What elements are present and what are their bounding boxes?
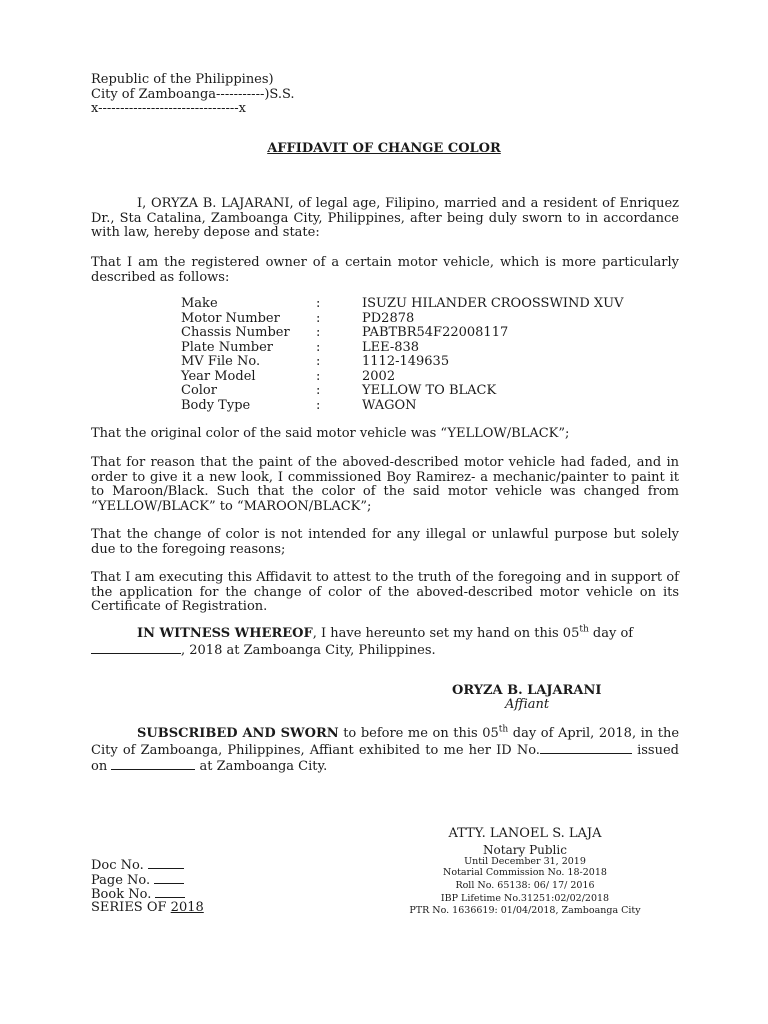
spec-colon: : [316,325,321,340]
venue-line-1: Republic of the Philippines) [91,72,274,87]
affiant-name: ORYZA B. LAJARANI [452,683,602,698]
venue-line-2: City of Zamboanga-----------)S.S. [91,86,295,102]
spec-label: Chassis Number [181,325,290,340]
sworn-paragraph [91,724,680,775]
spec-value: WAGON [362,397,417,413]
spec-colon: : [316,397,321,413]
spec-row-plate-number [181,341,681,356]
date-blank [91,642,181,654]
notary-commission-until: Until December 31, 2019 [464,856,586,867]
spec-colon: : [316,383,321,398]
doc-no [91,857,204,872]
spec-row-motor-number [181,312,681,327]
sworn-text-4: at Zamboanga City. [195,759,328,774]
spec-colon: : [316,339,321,355]
series-label: SERIES OF [91,899,171,915]
notary-title: Notary Public [483,843,567,857]
doc-no-blank [148,857,184,869]
spec-label: Body Type [181,397,251,413]
affiant-role: Affiant [505,697,550,712]
venue-line-3: x--------------------------------x [91,101,246,116]
spec-label: Plate Number [181,339,274,355]
spec-value: 1112-149635 [362,354,450,369]
witness-ordinal: th [579,624,589,635]
book-no-label: Book No. [91,887,156,902]
spec-label: Color [181,383,217,398]
executing-paragraph: That I am executing this Affidavit to attest to the truth of the foregoing and in support of the application for the change of color of the aboved-described motor vehicle on its Certificate of Registration. [91,570,679,614]
notary-ibp-no: IBP Lifetime No.31251:02/02/2018 [440,893,610,904]
spec-label: Motor Number [181,310,280,326]
sworn-text-3: issued on [91,742,679,774]
witness-lead: IN WITNESS WHEREOF [137,626,313,641]
series [91,901,204,916]
witness-text-1: , I have hereunto set my hand on this 05 [312,626,580,641]
witness-paragraph [91,624,679,658]
notary-name: ATTY. LANOEL S. LAJA [448,826,602,841]
spec-colon: : [316,368,321,384]
spec-row-color [181,384,681,399]
sworn-lead: SUBSCRIBED AND SWORN [137,726,339,741]
sworn-ordinal: th [498,724,509,735]
owner-paragraph: That I am the registered owner of a certain motor vehicle, which is more particularly described as follows: [91,255,679,285]
spec-row-chassis-number [181,326,681,341]
spec-label: MV File No. [181,354,261,369]
spec-value: ISUZU HILANDER CROOSSWIND XUV [362,296,624,311]
sworn-text-2: day of April, 2018, in the City of Zamboanga, Philippines, Affiant exhibited to me her ID No. [91,726,680,758]
spec-colon: : [316,310,321,326]
spec-value: 2002 [362,368,396,384]
spec-row-make [181,297,681,312]
venue-block [91,73,295,117]
notary-ptr-no: PTR No. 1636619: 01/04/2018, Zamboanga City [409,905,641,916]
spec-label: Year Model [181,368,256,384]
spec-colon: : [316,354,321,369]
notary-roll-no: Roll No. 65138: 06/ 17/ 2016 [455,880,595,891]
purpose-paragraph: That the change of color is not intended for any illegal or unlawful purpose but solely due to the foregoing reasons; [91,527,679,557]
spec-row-year-model [181,370,681,385]
witness-text-3: , 2018 at Zamboanga City, Philippines. [181,642,436,658]
spec-label: Make [181,296,218,311]
series-year: 2018 [170,899,204,915]
notary-commission-no: Notarial Commission No. 18-2018 [443,867,607,878]
spec-value: LEE-838 [362,339,420,355]
book-no-blank [155,886,185,898]
spec-value: PABTBR54F22008117 [362,325,509,340]
docket-block [91,857,204,915]
spec-row-mv-file [181,355,681,370]
sworn-text-1: to before me on this 05 [338,726,499,741]
witness-text-2: day of [588,626,634,641]
spec-value: YELLOW TO BLACK [362,383,497,398]
document-title: AFFIDAVIT OF CHANGE COLOR [267,141,501,156]
spec-colon: : [316,296,321,311]
intro-paragraph: I, ORYZA B. LAJARANI, of legal age, Filipino, married and a resident of Enriquez Dr., Sta Catalina, Zamboanga City, Philippines, after being duly sworn to in accordance with law, hereby depose and state: [91,196,679,240]
page-no-blank [154,872,184,884]
spec-row-body-type [181,399,681,414]
doc-no-label: Doc No. [91,858,148,873]
original-color-paragraph: That the original color of the said motor vehicle was “YELLOW/BLACK”; [91,426,570,441]
page-no [91,872,204,887]
book-no [91,886,204,901]
vehicle-specs [181,297,681,413]
id-number-blank [540,742,632,754]
spec-value: PD2878 [362,310,415,326]
reason-paragraph: That for reason that the paint of the aboved-described motor vehicle had faded, and in order to give it a new look, I commissioned Boy Ramirez- a mechanic/painter to paint it to Maroon/Black. Such that the color of the said motor vehicle was changed from “YELLOW/BLACK” to “MAROON/BLACK”; [91,455,679,514]
issued-date-blank [111,758,195,770]
page-no-label: Page No. [91,872,155,888]
